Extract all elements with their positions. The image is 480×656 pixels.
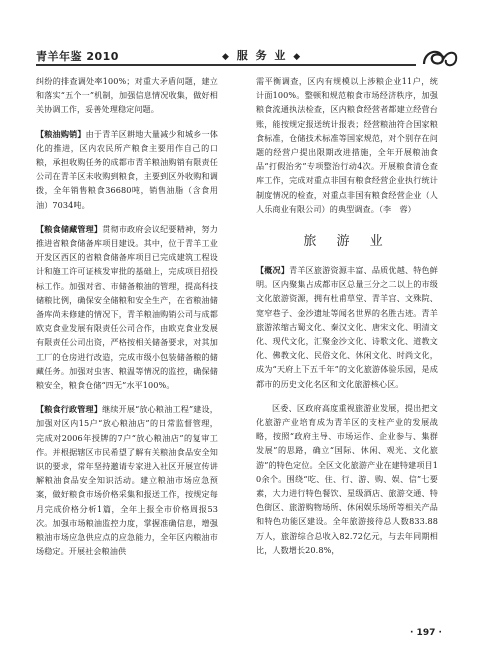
swirl-logo-icon [420,44,460,70]
right-column [256,74,438,567]
section-title [222,47,302,63]
page-number: · 197 · [410,628,442,638]
paragraph-grain-purchase [36,127,218,212]
paragraph-continuation: 需平衡调查，区内有规模以上涉粮企业11户，统计面100%。整顿和规范粮食市场经济秩序，加强粮食流通执法检查，区内粮食经营者都建立经营台账，能按规定报送统计报表；经营粮油符合国家粮食标准，仓储技术标准等国家规范，对个别存在问题的经营户提出限期改进措施，全年开展粮油食品“打假治劣”专项整治行动4次。开展粮食清仓查库工作，完成对重点非国有粮食经营企业执行统计制度情况的检查，对重点非国有粮食经营企业（人人乐商业有限公司）的典型调查。（李 蓉） [256,76,438,214]
paragraph-text: 继续开展“放心粮油工程”建设，加强对区内15户“放心粮油店”的日常监督管理，完成对2006年授牌的7户“放心粮油店”的复审工作。并根据辖区市民希望了解有关粮油食品安全知识的要求，常年坚持邀请专家进入社区开展宣传讲解粮油食品安全知识活动。建立粮油市场应急预案，做好粮食市场价格采集和报送工作，按规定每月完成价格分析1篇，全年上报全市价格周报53次。加强市场粮油监控力度，掌握准确信息，增强粮油市场应急供应点的应急能力，全年区内粮油市场稳定。开展社会粮油供 [36,404,218,557]
page-header [22,44,460,68]
paragraph-heading: 【粮食储藏管理】 [36,223,103,234]
paragraph-grain-storage [36,222,218,392]
paragraph-heading: 【粮食行政管理】 [36,404,103,415]
yearbook-title: 青羊年鉴 2010 [36,50,119,63]
diamond-icon: ◆ [293,52,303,62]
header-rule [36,64,416,66]
paragraph-tourism-development: 区委、区政府高度重视旅游业发展，提出把文化旅游产业培育成为青羊区的支柱产业的发展战略，按照“政府主导、市场运作、企业参与、集群发展”的思路，确立“国际、休闲、观光、文化旅游”的特色定位。全区文化旅游产业在建特建项目10余个。围绕“吃、住、行、游、购、娱、信”七要素，大力进行特色餐饮、星级酒店、旅游交通、特色街区、旅游购物场所、休闲娱乐场所等相关产品和特色功能区建设。全年旅游接待总人数833.88万人，旅游综合总收入82.72亿元，与去年同期相比，人数增长20.8%， [256,402,438,555]
paragraph-text: 青羊区旅游资源丰富、品质优越、特色鲜明。区内聚集占成都市区总量三分之二以上的市级文化旅游资源，拥有杜甫草堂、青羊宫、文殊院、宽窄巷子、金沙遗址等闻名世界的名胜古迹。青羊旅游浓缩古蜀文化、秦汉文化、唐宋文化、明清文化、现代文化，汇聚金沙文化、诗歌文化、道教文化、佛教文化、民俗文化、休闲文化、时尚文化，成为“天府上下五千年”的文化旅游体验乐园，是成都市的历史文化名区和文化旅游核心区。 [256,265,438,389]
paragraph-grain-administration [36,402,218,558]
diamond-icon: ◆ [222,52,231,62]
left-column [36,74,218,569]
tourism-section-title: 旅 游 业 [303,234,391,250]
paragraph-heading: 【粮油购销】 [36,128,86,139]
paragraph-text: 纠纷的排查调处率100%；对重大矛盾问题，建立和落实“五个一”机制，加强信息情况收集，做好相关协调工作，妥善处理稳定问题。 [36,76,218,115]
paragraph-text: 贯彻市政府会议纪要精神，努力推进省粮食储备库项目建设。其中，位于青羊工业开发区西区的省粮食储备库项目已完成建筑工程设计和施工许可证核发审批的基础上，完成项目招投标工作。加强对省、市储备粮油的管理，提高科技储粮比例，确保安全储粮和安全生产，在省粮油储备库尚未修建的情况下，青羊粮油购销公司与成都欧克食业发展有限责任公司合作，由欧克食业发展有限责任公司出资，严格按相关储备要求，对其加工厂的仓房进行改造，完成市级小包装储备粮的储藏任务。加强对虫害、粮温等情况的监控，确保储粮安全，粮食仓储“四无”水平100%。 [36,223,218,391]
paragraph-heading: 【概况】 [256,265,290,276]
paragraph-continuation [36,74,218,117]
paragraph-text: 由于青羊区耕地大量减少和城乡一体化的推进，区内农民所产粮食主要用作自己的口粮，承担收购任务的成都市青羊粮油购销有限责任公司在青羊区未收购到粮食，主要到区外收购和调拨，全年销售粮食36680吨，销售油脂（含食用油）7034吨。 [36,128,218,210]
paragraph-tourism-overview [256,263,438,391]
section-label: 服 务 业 [236,49,288,62]
